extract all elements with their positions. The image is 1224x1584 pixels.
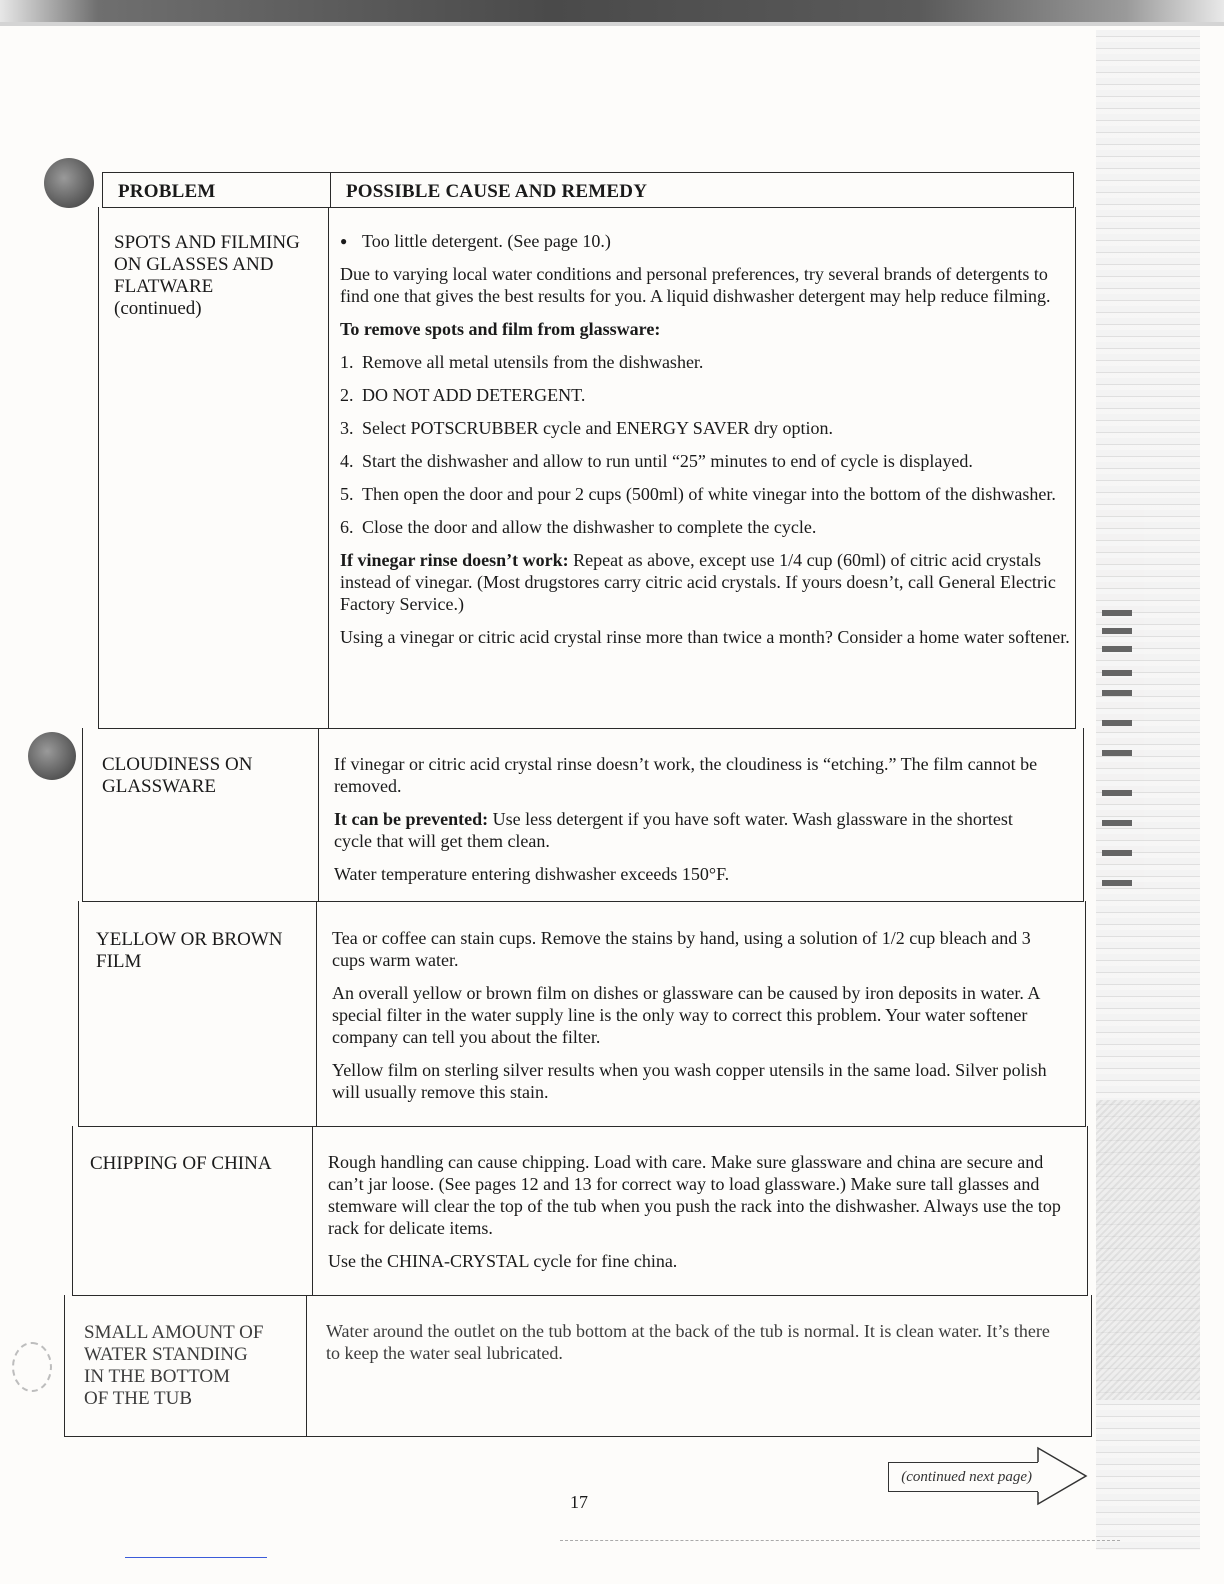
binder-hole-middle [28, 732, 76, 780]
remedy-chipping-china: Rough handling can cause chipping. Load with care. Make sure glassware and china are secure and can’t jar loose. (See pages 12 and 13 for correct way to load glassware.) Make sure tall glasses and stemware will clear the top of the tub when you push the rack into the dishwasher. Always use the top rack for delicate items. Use the CHINA-CRYSTAL cycle for fine china. [328, 1152, 1061, 1271]
header-remedy: POSSIBLE CAUSE AND REMEDY [346, 181, 648, 202]
binder-hole-top [44, 158, 94, 208]
list-item: 5. Then open the door and pour 2 cups (500ml) of white vinegar into the bottom of the dishwasher. [340, 484, 1056, 504]
scan-bottom-line [560, 1540, 1120, 1541]
problem-water-standing: SMALL AMOUNT OF WATER STANDING IN THE BOTTOM OF THE TUB [84, 1322, 264, 1409]
list-item: 4. Start the dishwasher and allow to run until “25” minutes to end of cycle is displayed. [340, 451, 973, 471]
scan-right-noise [1096, 1100, 1200, 1400]
row-chipping-divider [312, 1126, 313, 1296]
list-item: 3. Select POTSCRUBBER cycle and ENERGY SAVER dry option. [340, 418, 833, 438]
steps-list [340, 351, 1070, 538]
problem-yellow-brown-film: YELLOW OR BROWN FILM [96, 929, 283, 972]
scan-top-bar [0, 0, 1224, 22]
bullet-icon: ● [340, 234, 348, 248]
continued-next-page[interactable]: (continued next page) [888, 1462, 1038, 1492]
problem-spots-filming: SPOTS AND FILMING ON GLASSES AND FLATWARE (continued) [114, 232, 300, 319]
problem-chipping-china: CHIPPING OF CHINA [90, 1153, 272, 1174]
remedy-yellow-brown-film: Tea or coffee can stain cups. Remove the stains by hand, using a solution of 1/2 cup bleach and 3 cups warm water. An overall yellow or brown film on dishes or glassware can be caused by iron deposits in water. A special filter in the water supply line is the only way to correct this problem. Your water softener company can tell you about the filter. Yellow film on sterling silver results when you wash copper utensils in the same load. Silver polish will usually remove this stain. [332, 928, 1047, 1102]
remedy-cloudiness: If vinegar or citric acid crystal rinse doesn’t work, the cloudiness is “etching.” The film cannot be removed. It can be prevented: Use less detergent if you have soft water. Wash glassware in the shortest cycle that will get them clean. Water temperature entering dishwasher exceeds 150°F. [334, 754, 1038, 884]
row-water-divider [306, 1295, 307, 1437]
steps-title: To remove spots and film from glassware: [340, 319, 661, 339]
remedy-spots-filming: ● Too little detergent. (See page 10.) Due to varying local water conditions and personal preferences, try several brands of detergents to find one that gives the best results for you. A liquid dishwasher detergent may help reduce filming. To remove spots and film from glassware: 1. Remove all metal utensils from the dishwasher. 2. DO NOT ADD DETERGENT. 3. Select POTSCRUBBER cycle and ENERGY SAVER dry option. 4. Start the dishwasher and allow to run until “25” minutes to end of cycle is displayed. 5. Then open the door and pour 2 cups (500ml) of white vinegar into the bottom of the dishwasher. 6. Close the door and allow the dishwasher to complete the cycle. If vinegar rinse doesn’t work: Repeat as above, except use 1/4 cup (60ml) of citric acid crystals instead of vinegar. (Most drugstores carry citric acid crystals. If yours doesn’t, call General Electric Factory Service.) Using a vinegar or citric acid crystal rinse more than twice a month? Consider a home water softener. [340, 231, 1070, 647]
row-yellow-divider [316, 901, 317, 1127]
list-item: 6. Close the door and allow the dishwasher to complete the cycle. [340, 517, 817, 537]
scan-blue-mark [125, 1557, 267, 1558]
page-number: 17 [570, 1492, 588, 1512]
scan-top-shadow [0, 22, 1224, 26]
header-column-divider [330, 172, 331, 208]
remedy-water-standing: Water around the outlet on the tub bottom at the back of the tub is normal. It is clean water. It’s there to keep the water seal lubricated. [326, 1321, 1050, 1363]
binder-hole-bottom [12, 1342, 52, 1392]
list-item: 1. Remove all metal utensils from the dishwasher. [340, 352, 704, 372]
problem-cloudiness: CLOUDINESS ON GLASSWARE [102, 754, 253, 797]
header-problem: PROBLEM [118, 181, 216, 202]
arrow-right-icon [1036, 1446, 1092, 1506]
list-item: 2. DO NOT ADD DETERGENT. [340, 385, 586, 405]
